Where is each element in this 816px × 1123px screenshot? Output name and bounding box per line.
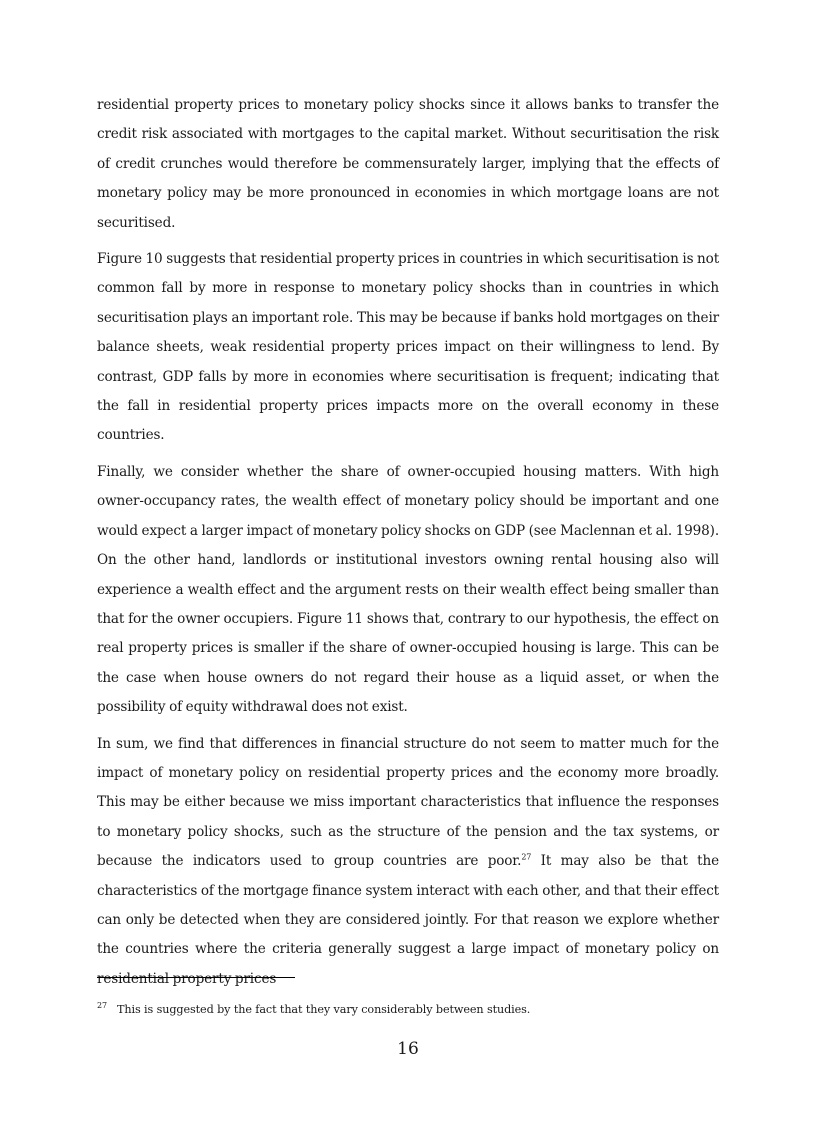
- footnote-separator: [97, 977, 295, 978]
- body-text: [97, 91, 719, 1001]
- in-sum-text-before: In sum, we find that differences in financial structure do not seem to matter much for the impact of monetary policy on residential property prices and the economy more broadly. This may be either because we miss important characteristics that influence the responses to monetary policy shocks, such as the structure of the pension and the tax systems, or because the indicators used to group countries are poor.: [97, 735, 719, 870]
- page-number: 16: [397, 1039, 419, 1059]
- footnote-text: This is suggested by the fact that they vary considerably between studies.: [117, 1003, 531, 1016]
- footnote: 27 This is suggested by the fact that they vary considerably between studies.: [97, 1001, 531, 1016]
- in-sum-text-after: It may also be that the characteristics of the mortgage finance system interact with each other, and that their effect can only be detected when they are considered jointly. For that reason we explore whether the countries where the criteria generally suggest a large impact of monetary policy on residential property prices: [97, 853, 719, 987]
- paragraph-securitisation-intro: residential property prices to monetary policy shocks since it allows banks to transfer the credit risk associated with mortgages to the capital market. Without securitisation the risk of credit crunches would therefore be commensurately larger, implying that the effects of monetary policy may be more pronounced in economies in which mortgage loans are not securitised.: [97, 97, 719, 231]
- paragraph-owner-occupied: Finally, we consider whether the share of owner-occupied housing matters. With high owner-occupancy rates, the wealth effect of monetary policy should be important and one would expect a larger impact of monetary policy shocks on GDP (see Maclennan et al. 1998). On the other hand, landlords or institutional investors owning rental housing also will experience a wealth effect and the argument rests on their wealth effect being smaller than that for the owner occupiers. Figure 11 shows that, contrary to our hypothesis, the effect on real property prices is smaller if the share of owner-occupied housing is large. This can be the case when house owners do not regard their house as a liquid asset, or when the possibility of equity withdrawal does not exist.: [97, 463, 719, 716]
- paragraph-figure-10: Figure 10 suggests that residential property prices in countries in which securitisation is not common fall by more in response to monetary policy shocks than in countries in which securitisation plays an important role. This may be because if banks hold mortgages on their balance sheets, weak residential property prices impact on their willingness to lend. By contrast, GDP falls by more in economies where securitisation is frequent; indicating that the fall in residential property prices impacts more on the overall economy in these countries.: [97, 251, 720, 444]
- footnote-reference[interactable]: 27: [521, 852, 532, 862]
- paragraph-in-sum: [97, 730, 719, 995]
